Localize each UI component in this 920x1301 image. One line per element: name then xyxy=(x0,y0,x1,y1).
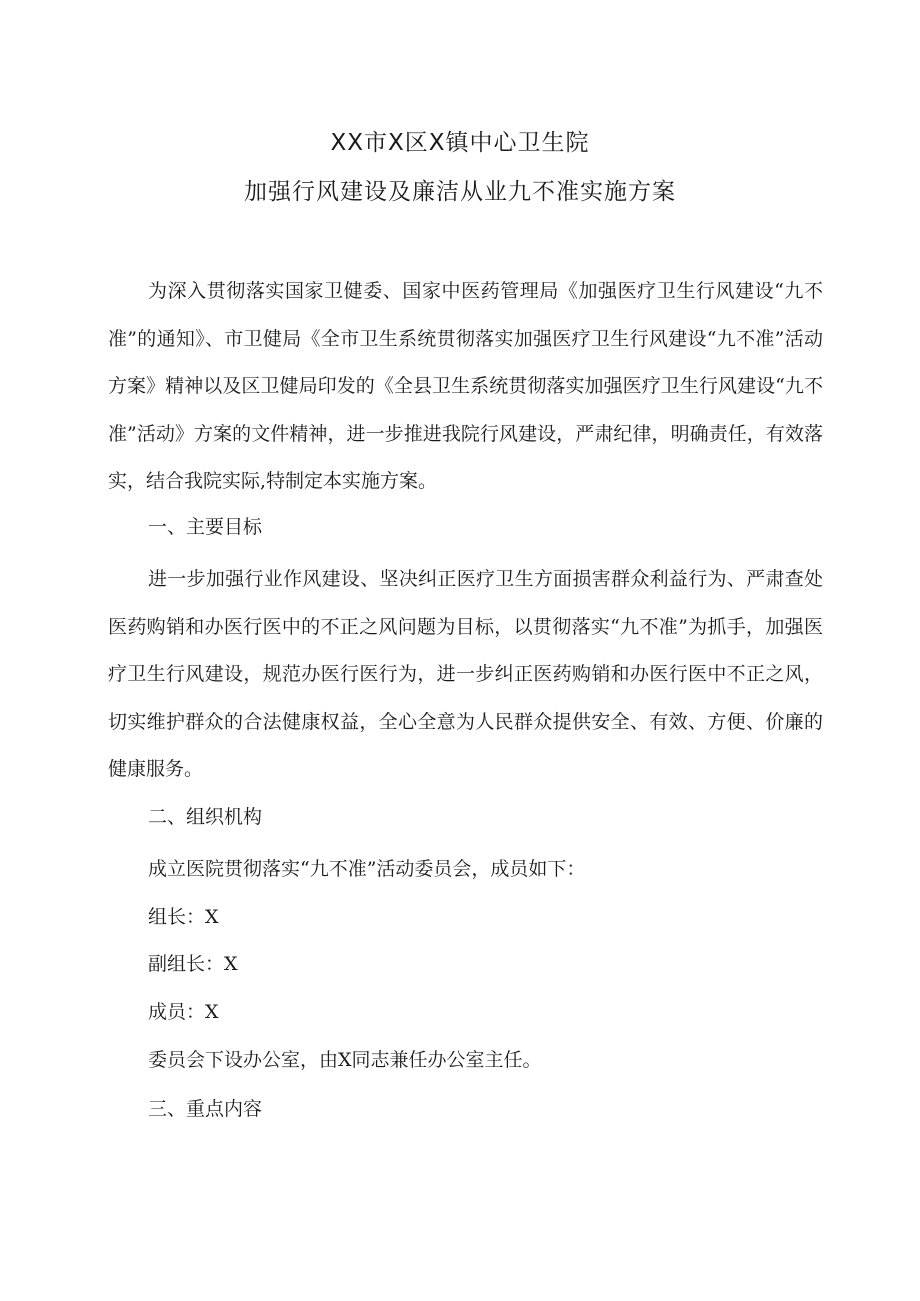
document-title-line1: XX市X区X镇中心卫生院 xyxy=(330,130,590,156)
section3-heading: 三、重点内容 xyxy=(148,1098,263,1120)
intro-block xyxy=(108,268,823,506)
intro-paragraph: 为深入贯彻落实国家卫健委、国家中医药管理局《加强医疗卫生行风建设“九不准”的通知》、市卫健局《全市卫生系统贯彻落实加强医疗卫生行风建设“九不准”活动方案》精神以及区卫健局印发的《全县卫生系统贯彻落实加强医疗卫生行风建设“九不准”活动》方案的文件精神，进一步推进我院行风建设，严肃纪律，明确责任，有效落实，结合我院实际,特制定本实施方案。 xyxy=(108,280,823,492)
section1-heading: 一、主要目标 xyxy=(148,516,263,538)
leader-line: 组长：X xyxy=(148,906,219,928)
committee-intro: 成立医院贯彻落实“九不准”活动委员会，成员如下： xyxy=(148,858,586,880)
members-line: 成员：X xyxy=(148,1001,219,1023)
section1-paragraph: 进一步加强行业作风建设、坚决纠正医疗卫生方面损害群众利益行为、严肃查处医药购销和办医行医中的不正之风问题为目标，以贯彻落实“九不准”为抓手，加强医疗卫生行风建设，规范办医行医行为，进一步纠正医药购销和办医行医中不正之风，切实维护群众的合法健康权益，全心全意为人民群众提供安全、有效、方便、价廉的健康服务。 xyxy=(108,568,823,780)
office-note: 委员会下设办公室，由X同志兼任办公室主任。 xyxy=(148,1049,542,1071)
section2-heading: 二、组织机构 xyxy=(148,806,263,828)
section1-block xyxy=(108,556,823,794)
deputy-leader-line: 副组长：X xyxy=(148,953,238,975)
document-title-line2: 加强行风建设及廉洁从业九不准实施方案 xyxy=(244,179,676,205)
